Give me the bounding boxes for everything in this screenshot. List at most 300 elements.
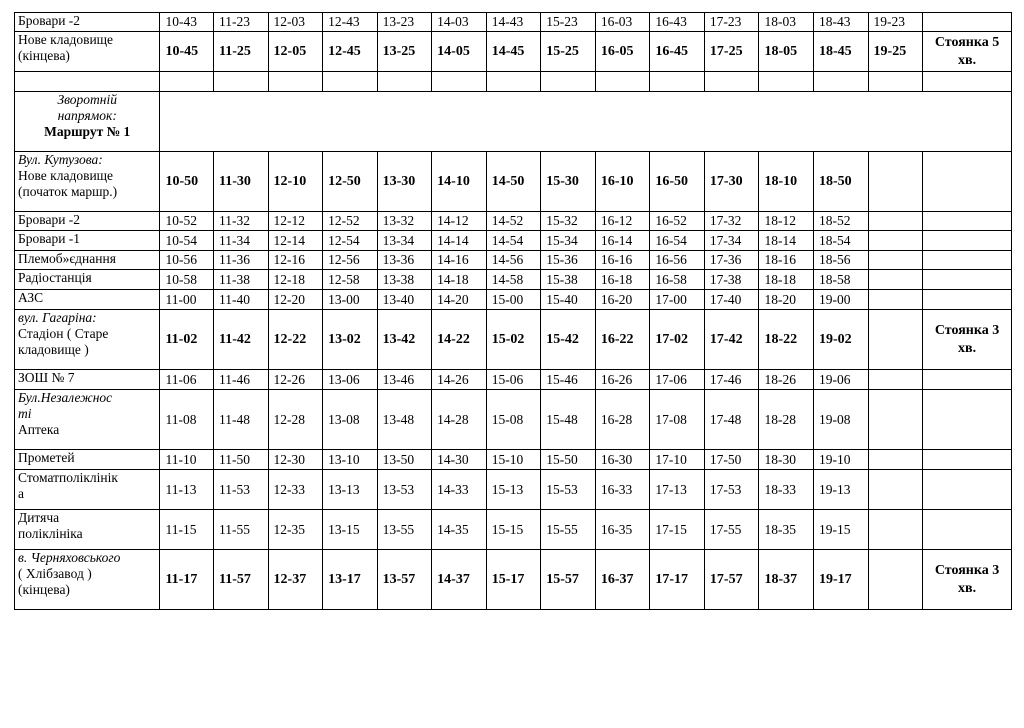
departure-time-cell [759, 72, 814, 92]
departure-time-cell [868, 290, 923, 310]
departure-time-cell: 18-37 [759, 550, 814, 610]
departure-time-cell: 12-54 [323, 231, 378, 251]
departure-time-cell: 15-17 [486, 550, 541, 610]
departure-time-cell: 13-34 [377, 231, 432, 251]
departure-time-cell: 13-55 [377, 510, 432, 550]
departure-time-cell [595, 72, 650, 92]
departure-time-cell: 12-43 [323, 13, 378, 32]
departure-time-cell: 13-25 [377, 32, 432, 72]
stop-name-cell [15, 212, 160, 231]
departure-time-cell [868, 152, 923, 212]
stop-name-cell [15, 370, 160, 390]
departure-time-cell: 12-26 [268, 370, 323, 390]
departure-time-cell: 15-08 [486, 390, 541, 450]
stop-name-line: Племоб»єднання [18, 251, 116, 266]
departure-time-cell: 11-23 [213, 13, 268, 32]
departure-time-cell: 15-34 [541, 231, 596, 251]
departure-time-cell [704, 72, 759, 92]
departure-time-cell: 14-35 [432, 510, 487, 550]
table-row [15, 510, 1012, 550]
departure-time-cell: 14-30 [432, 450, 487, 470]
departure-time-cell: 18-22 [759, 310, 814, 370]
table-row [15, 370, 1012, 390]
layover-note-cell: Стоянка 3 хв. [923, 310, 1012, 370]
departure-time-cell: 14-56 [486, 251, 541, 270]
departure-time-cell: 11-50 [213, 450, 268, 470]
departure-time-cell: 14-28 [432, 390, 487, 450]
departure-time-cell: 13-06 [323, 370, 378, 390]
table-row [15, 212, 1012, 231]
departure-time-cell: 17-57 [704, 550, 759, 610]
departure-time-cell: 16-10 [595, 152, 650, 212]
departure-time-cell: 11-13 [160, 470, 214, 510]
departure-time-cell: 17-23 [704, 13, 759, 32]
departure-time-cell: 12-16 [268, 251, 323, 270]
departure-time-cell [868, 510, 923, 550]
route-label: Маршрут № 1 [44, 124, 131, 139]
departure-time-cell: 16-18 [595, 270, 650, 290]
departure-time-cell: 16-20 [595, 290, 650, 310]
departure-time-cell: 16-50 [650, 152, 705, 212]
departure-time-cell: 12-52 [323, 212, 378, 231]
departure-time-cell: 17-30 [704, 152, 759, 212]
departure-time-cell: 13-30 [377, 152, 432, 212]
departure-time-cell: 12-50 [323, 152, 378, 212]
departure-time-cell: 11-17 [160, 550, 214, 610]
departure-time-cell: 15-50 [541, 450, 596, 470]
departure-time-cell: 16-43 [650, 13, 705, 32]
departure-time-cell: 12-12 [268, 212, 323, 231]
stop-name-line: Нове кладовище [18, 32, 114, 47]
departure-time-cell: 14-10 [432, 152, 487, 212]
layover-note-cell [923, 290, 1012, 310]
departure-time-cell: 15-55 [541, 510, 596, 550]
departure-time-cell: 11-34 [213, 231, 268, 251]
departure-time-cell: 16-14 [595, 231, 650, 251]
departure-time-cell: 15-46 [541, 370, 596, 390]
layover-note-cell [923, 450, 1012, 470]
departure-time-cell: 13-57 [377, 550, 432, 610]
departure-time-cell: 10-50 [160, 152, 214, 212]
departure-time-cell: 14-26 [432, 370, 487, 390]
stop-name-line: поліклініка [18, 526, 83, 541]
stop-name-cell [15, 290, 160, 310]
departure-time-cell: 11-06 [160, 370, 214, 390]
stop-name-line: кладовище ) [18, 342, 89, 357]
stop-name-line: ( Хлібзавод ) [18, 566, 92, 581]
stop-name-line: Дитяча [18, 510, 60, 525]
direction-heading [15, 92, 160, 152]
departure-time-cell: 17-36 [704, 251, 759, 270]
departure-time-cell: 14-37 [432, 550, 487, 610]
departure-time-cell: 14-14 [432, 231, 487, 251]
departure-time-cell: 15-30 [541, 152, 596, 212]
stop-name-line: в. Черняховського [18, 550, 121, 565]
table-row [15, 270, 1012, 290]
departure-time-cell: 17-02 [650, 310, 705, 370]
departure-time-cell: 18-03 [759, 13, 814, 32]
departure-time-cell: 16-37 [595, 550, 650, 610]
departure-time-cell [868, 550, 923, 610]
departure-time-cell: 13-02 [323, 310, 378, 370]
layover-note-cell [923, 231, 1012, 251]
departure-time-cell: 17-25 [704, 32, 759, 72]
departure-time-cell: 14-05 [432, 32, 487, 72]
departure-time-cell: 14-20 [432, 290, 487, 310]
departure-time-cell: 18-56 [814, 251, 869, 270]
departure-time-cell: 12-10 [268, 152, 323, 212]
departure-time-cell: 13-17 [323, 550, 378, 610]
departure-time-cell: 16-03 [595, 13, 650, 32]
departure-time-cell [868, 72, 923, 92]
departure-time-cell [541, 72, 596, 92]
layover-note-cell [923, 212, 1012, 231]
departure-time-cell: 16-58 [650, 270, 705, 290]
stop-name-line: (початок маршр.) [18, 184, 118, 199]
departure-time-cell: 14-18 [432, 270, 487, 290]
departure-time-cell: 16-52 [650, 212, 705, 231]
departure-time-cell: 13-48 [377, 390, 432, 450]
departure-time-cell: 12-18 [268, 270, 323, 290]
departure-time-cell: 18-10 [759, 152, 814, 212]
departure-time-cell [160, 72, 214, 92]
departure-time-cell: 13-13 [323, 470, 378, 510]
departure-time-cell [377, 72, 432, 92]
stop-name-line: Бровари -2 [18, 13, 81, 28]
departure-time-cell: 18-58 [814, 270, 869, 290]
departure-time-cell: 18-33 [759, 470, 814, 510]
departure-time-cell: 16-05 [595, 32, 650, 72]
departure-time-cell: 12-05 [268, 32, 323, 72]
departure-time-cell: 13-00 [323, 290, 378, 310]
departure-time-cell: 17-08 [650, 390, 705, 450]
stop-name-cell [15, 390, 160, 450]
table-row [15, 310, 1012, 370]
layover-note-cell [923, 470, 1012, 510]
departure-time-cell [432, 72, 487, 92]
departure-time-cell: 18-43 [814, 13, 869, 32]
stop-name-cell [15, 270, 160, 290]
departure-time-cell: 12-33 [268, 470, 323, 510]
departure-time-cell: 12-14 [268, 231, 323, 251]
departure-time-cell: 11-30 [213, 152, 268, 212]
departure-time-cell: 15-40 [541, 290, 596, 310]
stop-name-cell [15, 470, 160, 510]
departure-time-cell: 14-45 [486, 32, 541, 72]
departure-time-cell: 13-36 [377, 251, 432, 270]
stop-name-line: Прометей [18, 450, 75, 465]
timetable-body [15, 13, 1012, 610]
departure-time-cell: 15-36 [541, 251, 596, 270]
departure-time-cell: 11-55 [213, 510, 268, 550]
departure-time-cell: 18-14 [759, 231, 814, 251]
layover-note-cell [923, 72, 1012, 92]
stop-name-cell [15, 310, 160, 370]
table-row [15, 470, 1012, 510]
departure-time-cell: 15-32 [541, 212, 596, 231]
departure-time-cell: 11-38 [213, 270, 268, 290]
departure-time-cell: 12-45 [323, 32, 378, 72]
departure-time-cell: 18-20 [759, 290, 814, 310]
stop-name-line: ЗОШ № 7 [18, 370, 75, 385]
departure-time-cell: 11-57 [213, 550, 268, 610]
departure-time-cell: 18-30 [759, 450, 814, 470]
departure-time-cell [868, 251, 923, 270]
departure-time-cell: 11-32 [213, 212, 268, 231]
table-row [15, 450, 1012, 470]
table-row [15, 13, 1012, 32]
departure-time-cell: 11-46 [213, 370, 268, 390]
departure-time-cell: 17-13 [650, 470, 705, 510]
departure-time-cell: 11-00 [160, 290, 214, 310]
departure-time-cell: 16-22 [595, 310, 650, 370]
departure-time-cell: 14-54 [486, 231, 541, 251]
departure-time-cell: 14-52 [486, 212, 541, 231]
stop-name-line: ті [18, 406, 32, 421]
stop-name-line: Вул. Кутузова: [18, 152, 103, 167]
departure-time-cell: 17-34 [704, 231, 759, 251]
departure-time-cell: 17-32 [704, 212, 759, 231]
table-row [15, 72, 1012, 92]
departure-time-cell: 18-28 [759, 390, 814, 450]
departure-time-cell: 15-53 [541, 470, 596, 510]
departure-time-cell: 16-35 [595, 510, 650, 550]
departure-time-cell: 18-52 [814, 212, 869, 231]
stop-name-line: а [18, 486, 24, 501]
departure-time-cell: 11-08 [160, 390, 214, 450]
departure-time-cell: 15-13 [486, 470, 541, 510]
stop-name-line: Бул.Незалежнос [18, 390, 113, 405]
departure-time-cell: 10-45 [160, 32, 214, 72]
stop-name-line: Аптека [18, 422, 60, 437]
departure-time-cell [868, 390, 923, 450]
stop-name-line: Радіостанція [18, 270, 92, 285]
departure-time-cell: 17-10 [650, 450, 705, 470]
departure-time-cell: 16-16 [595, 251, 650, 270]
departure-time-cell [814, 72, 869, 92]
departure-time-cell [868, 212, 923, 231]
departure-time-cell: 14-22 [432, 310, 487, 370]
departure-time-cell: 14-33 [432, 470, 487, 510]
departure-time-cell: 10-43 [160, 13, 214, 32]
departure-time-cell: 10-54 [160, 231, 214, 251]
departure-time-cell: 11-40 [213, 290, 268, 310]
layover-note-cell [923, 270, 1012, 290]
departure-time-cell: 19-25 [868, 32, 923, 72]
departure-time-cell: 16-28 [595, 390, 650, 450]
departure-time-cell: 11-10 [160, 450, 214, 470]
departure-time-cell: 19-23 [868, 13, 923, 32]
departure-time-cell: 14-58 [486, 270, 541, 290]
departure-time-cell [650, 72, 705, 92]
departure-time-cell: 16-26 [595, 370, 650, 390]
departure-time-cell: 14-43 [486, 13, 541, 32]
departure-time-cell: 18-18 [759, 270, 814, 290]
layover-note-cell: Стоянка 3 хв. [923, 550, 1012, 610]
layover-note-cell: Стоянка 5 хв. [923, 32, 1012, 72]
departure-time-cell [868, 470, 923, 510]
stop-name-cell [15, 510, 160, 550]
departure-time-cell: 12-37 [268, 550, 323, 610]
stop-name-line: вул. Гагаріна: [18, 310, 97, 325]
departure-time-cell: 15-10 [486, 450, 541, 470]
stop-name-cell [15, 251, 160, 270]
departure-time-cell: 15-42 [541, 310, 596, 370]
departure-time-cell: 11-48 [213, 390, 268, 450]
departure-time-cell [868, 310, 923, 370]
direction-heading-line: напрямок: [57, 108, 117, 123]
departure-time-cell: 18-50 [814, 152, 869, 212]
departure-time-cell: 11-53 [213, 470, 268, 510]
departure-time-cell [213, 72, 268, 92]
departure-time-cell: 11-36 [213, 251, 268, 270]
departure-time-cell: 11-15 [160, 510, 214, 550]
departure-time-cell: 18-05 [759, 32, 814, 72]
stop-name-line: Нове кладовище [18, 168, 114, 183]
departure-time-cell: 16-33 [595, 470, 650, 510]
departure-time-cell: 17-17 [650, 550, 705, 610]
departure-time-cell: 13-15 [323, 510, 378, 550]
departure-time-cell: 16-56 [650, 251, 705, 270]
departure-time-cell: 15-57 [541, 550, 596, 610]
stop-name-line: Бровари -2 [18, 212, 81, 227]
departure-time-cell: 16-30 [595, 450, 650, 470]
layover-note-cell [923, 152, 1012, 212]
departure-time-cell: 18-16 [759, 251, 814, 270]
departure-time-cell: 19-13 [814, 470, 869, 510]
stop-name-line: Бровари -1 [18, 231, 81, 246]
stop-name-cell [15, 231, 160, 251]
departure-time-cell: 13-10 [323, 450, 378, 470]
table-row [15, 251, 1012, 270]
departure-time-cell: 16-45 [650, 32, 705, 72]
departure-time-cell: 11-42 [213, 310, 268, 370]
stop-name-line: Стоматполіклінік [18, 470, 118, 485]
departure-time-cell: 12-30 [268, 450, 323, 470]
departure-time-cell: 16-12 [595, 212, 650, 231]
departure-time-cell: 15-06 [486, 370, 541, 390]
departure-time-cell [323, 72, 378, 92]
departure-time-cell: 17-40 [704, 290, 759, 310]
departure-time-cell: 13-40 [377, 290, 432, 310]
table-row [15, 32, 1012, 72]
departure-time-cell: 13-08 [323, 390, 378, 450]
departure-time-cell: 17-48 [704, 390, 759, 450]
departure-time-cell: 12-03 [268, 13, 323, 32]
departure-time-cell: 13-42 [377, 310, 432, 370]
direction-heading-line: Зворотній [57, 92, 118, 107]
departure-time-cell: 15-25 [541, 32, 596, 72]
departure-time-cell [868, 370, 923, 390]
departure-time-cell: 17-38 [704, 270, 759, 290]
departure-time-cell: 11-02 [160, 310, 214, 370]
departure-time-cell: 12-58 [323, 270, 378, 290]
departure-time-cell: 12-35 [268, 510, 323, 550]
stop-name-line: АЗС [18, 290, 44, 305]
stop-name-cell [15, 550, 160, 610]
departure-time-cell: 12-28 [268, 390, 323, 450]
departure-time-cell: 13-50 [377, 450, 432, 470]
departure-time-cell: 17-00 [650, 290, 705, 310]
departure-time-cell: 17-55 [704, 510, 759, 550]
departure-time-cell [268, 72, 323, 92]
departure-time-cell: 13-23 [377, 13, 432, 32]
table-row [15, 390, 1012, 450]
departure-time-cell: 17-46 [704, 370, 759, 390]
departure-time-cell: 15-38 [541, 270, 596, 290]
departure-time-cell: 17-53 [704, 470, 759, 510]
section-blank-cell [160, 92, 1012, 152]
table-row [15, 152, 1012, 212]
departure-time-cell [486, 72, 541, 92]
departure-time-cell: 14-12 [432, 212, 487, 231]
departure-time-cell: 15-00 [486, 290, 541, 310]
departure-time-cell: 16-54 [650, 231, 705, 251]
departure-time-cell: 19-06 [814, 370, 869, 390]
departure-time-cell: 14-03 [432, 13, 487, 32]
stop-name-cell [15, 152, 160, 212]
departure-time-cell: 13-46 [377, 370, 432, 390]
departure-time-cell: 14-50 [486, 152, 541, 212]
table-row [15, 231, 1012, 251]
departure-time-cell: 13-38 [377, 270, 432, 290]
departure-time-cell [868, 231, 923, 251]
stop-name-cell [15, 450, 160, 470]
departure-time-cell: 17-50 [704, 450, 759, 470]
table-row [15, 92, 1012, 152]
departure-time-cell: 19-00 [814, 290, 869, 310]
stop-name-line: (кінцева) [18, 582, 70, 597]
layover-note-cell [923, 510, 1012, 550]
departure-time-cell: 19-17 [814, 550, 869, 610]
departure-time-cell: 17-06 [650, 370, 705, 390]
departure-time-cell [868, 270, 923, 290]
departure-time-cell: 18-12 [759, 212, 814, 231]
layover-note-cell [923, 370, 1012, 390]
departure-time-cell: 19-10 [814, 450, 869, 470]
timetable [14, 12, 1012, 610]
stop-name-cell [15, 13, 160, 32]
departure-time-cell: 15-02 [486, 310, 541, 370]
departure-time-cell: 15-23 [541, 13, 596, 32]
departure-time-cell: 12-22 [268, 310, 323, 370]
table-row [15, 290, 1012, 310]
departure-time-cell: 18-26 [759, 370, 814, 390]
stop-name-cell [15, 32, 160, 72]
departure-time-cell: 15-15 [486, 510, 541, 550]
departure-time-cell: 12-56 [323, 251, 378, 270]
table-row [15, 550, 1012, 610]
departure-time-cell: 11-25 [213, 32, 268, 72]
departure-time-cell: 18-54 [814, 231, 869, 251]
departure-time-cell: 10-58 [160, 270, 214, 290]
departure-time-cell: 19-08 [814, 390, 869, 450]
departure-time-cell: 14-16 [432, 251, 487, 270]
departure-time-cell: 18-45 [814, 32, 869, 72]
departure-time-cell: 19-15 [814, 510, 869, 550]
stop-name-line: (кінцева) [18, 48, 70, 63]
departure-time-cell: 18-35 [759, 510, 814, 550]
departure-time-cell: 19-02 [814, 310, 869, 370]
layover-note-cell [923, 390, 1012, 450]
stop-name-line: Стадіон ( Старе [18, 326, 109, 341]
departure-time-cell: 12-20 [268, 290, 323, 310]
departure-time-cell: 17-42 [704, 310, 759, 370]
stop-name-cell [15, 72, 160, 92]
departure-time-cell: 15-48 [541, 390, 596, 450]
departure-time-cell: 13-32 [377, 212, 432, 231]
departure-time-cell: 10-56 [160, 251, 214, 270]
